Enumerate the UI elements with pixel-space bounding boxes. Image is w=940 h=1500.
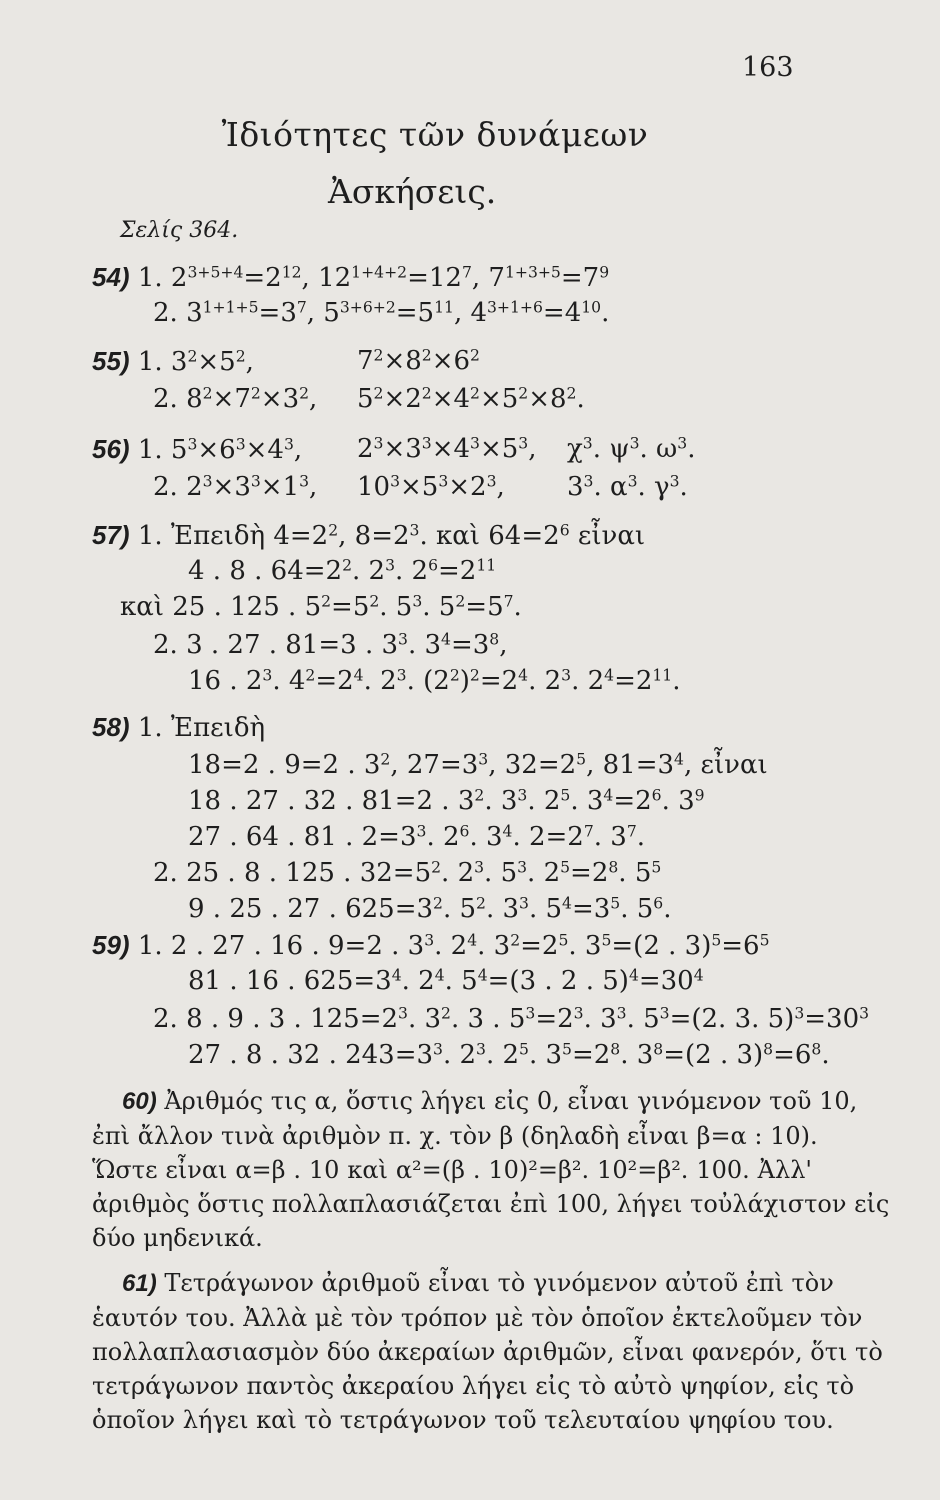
exercise-59-label: 59) [92,930,130,960]
exercise-58-line-6: 9 . 25 . 27 . $625=3^2$. $5^2$. $3^3$. $5^4=3^5$. $5^6$. [188,894,672,924]
paragraph-line: πολλαπλασιασμὸν δύο ἀκεραίων ἀριθμῶν, εἶναι φανερόν, ὅτι τὸ [92,1338,883,1366]
exercise-58-line-4: 27 . 64 . 81 . $2=3^3$. $2^6$. $3^4$. $2=2^7$. $3^7$. [188,822,646,852]
expression: $3^2\times 5^2$, [170,347,254,377]
page-number: 163 [742,52,794,83]
equation: 1. Ἐπειδὴ [137,713,266,743]
exercise-58-line-1 [92,712,265,743]
paragraph-line: Ὥστε εἶναι α=β . 10 καὶ α²=(β . 10)²=β². 10²=β². 100. Ἀλλ' [92,1156,812,1184]
expression: $2^3\times 3^3\times 4^3\times 5^3$, [357,434,537,464]
section-subtitle: Ἀσκήσεις. [328,172,497,211]
expression: $7^2\times 8^2\times 6^2$ [357,346,480,376]
expression: $5^2\times 2^2\times 4^2\times 5^2\times 8^2$. [357,384,585,414]
exercise-56-label: 56) [92,434,130,464]
section-title: Ἰδιότητες τῶν δυνάμεων [221,115,649,154]
exercise-55-line-1 [92,346,692,377]
paragraph-line: δύο μηδενικά. [92,1224,263,1252]
expression: $2^3\times 3^3\times 1^3$, [186,472,318,502]
exercise-61-paragraph [92,1266,883,1437]
exercise-58-label: 58) [92,712,130,742]
exercise-57-line-1 [92,520,645,551]
expression: $\chi^3$. $\psi^3$. $\omega^3$. [567,434,696,464]
paragraph-line: ἀριθμὸς ὅστις πολλαπλασιάζεται ἐπὶ 100, λήγει τοὐλάχιστον εἰς [92,1190,890,1218]
exercise-57-line-2: 4 . 8 . $64=2^2$. $2^3$. $2^6=2^{11}$ [188,556,497,586]
exercise-54-label: 54) [92,262,130,292]
paragraph-line: ὁποῖον λήγει καὶ τὸ τετράγωνον τοῦ τελευταίου ψηφίου του. [92,1406,834,1434]
paragraph-line: ἐπὶ ἄλλον τινὰ ἀριθμὸν π. χ. τὸν β (δηλαδὴ εἶναι β=α : 10). [92,1122,818,1150]
exercise-59-line-1 [92,930,770,961]
exercise-60-paragraph [92,1084,890,1255]
exercise-56-line-2 [153,472,803,502]
exercise-54-line-2 [153,298,609,328]
exercise-59-line-4: 27 . 8 . 32 . $243=3^3$. $2^3$. $2^5$. $3^5=2^8$. $3^8=(2$ . $3)^8=6^8$. [188,1040,830,1070]
exercise-57-line-3: καὶ 25 . 125 . $5^2=5^2$. $5^3$. $5^2=5^7$. [120,592,522,622]
exercise-60-label: 60) [122,1088,157,1115]
exercise-58-line-5: 2. 25 . 8 . 125 . $32=5^2$. $2^3$. $5^3$. $2^5=2^8$. $5^5$ [153,858,662,888]
exercise-61-label: 61) [122,1270,157,1297]
page-reference: Σελίς 364. [120,218,239,243]
paragraph-line: ἑαυτόν του. Ἀλλὰ μὲ τὸν τρόπον μὲ τὸν ὁποῖον ἐκτελοῦμεν τὸν [92,1304,863,1332]
exercise-55-label: 55) [92,346,130,376]
equation: $2^{3+5+4}=2^{12}$, $12^{1+4+2}=12^7$, $7^{1+3+5}=7^9$ [170,263,610,293]
item-number: 2. [153,472,178,502]
expression: $8^2\times 7^2\times 3^2$, [186,384,318,414]
exercise-59-line-2: 81 . 16 . $625=3^4$. $2^4$. $5^4=(3$ . 2 . $5)^4=30^4$ [188,966,704,996]
item-number: 2. [153,298,178,328]
exercise-56-line-1 [92,434,742,465]
equation: 1. Ἐπειδὴ $4=2^2$, $8=2^3$. καὶ $64=2^6$ εἶναι [137,521,646,551]
exercise-59-line-3: 2. 8 . 9 . 3 . $125=2^3$. $3^2$. 3 . $5^3=2^3$. $3^3$. $5^3=(2$. 3. $5)^3=30^3$ [153,1004,870,1034]
paragraph-line: 60) Ἀριθμός τις α, ὅστις λήγει εἰς 0, εἶναι γινόμενον τοῦ 10, [122,1087,858,1115]
item-number: 2. [153,384,178,414]
paragraph-line: 61) Τετράγωνον ἀριθμοῦ εἶναι τὸ γινόμενον αὐτοῦ ἐπὶ τὸν [122,1269,834,1297]
exercise-57-line-4: 2. 3 . 27 . 81=3 . $3^3$. $3^4=3^8$, [153,630,508,660]
paragraph-line: τετράγωνον παντὸς ἀκεραίου λήγει εἰς τὸ αὐτὸ ψηφίον, εἰς τὸ [92,1372,855,1400]
equation: 1. 2 . 27 . 16 . 9=2 . $3^3$. $2^4$. $3^2=2^5$. $3^5=(2$ . $3)^5=6^5$ [137,931,770,961]
equation: $3^{1+1+5}=3^7$, $5^{3+6+2}=5^{11}$, $4^{3+1+6}=4^{10}$. [186,298,610,328]
item-number: 1. [137,263,163,293]
exercise-58-line-3: 18 . 27 . 32 . 81=2 . $3^2$. $3^3$. $2^5$. $3^4=2^6$. $3^9$ [188,786,705,816]
exercise-57-line-5: 16 . $2^3$. $4^2=2^4$. $2^3$. $(2^2)^2=2^4$. $2^3$. $2^4=2^{11}$. [188,666,681,696]
expression: $3^3$. $\alpha^3$. $\gamma^3$. [567,472,688,502]
exercise-58-line-2: 18=2 . 9=2 . $3^2$, $27=3^3$, $32=2^5$, $81=3^4$, εἶναι [188,750,768,780]
expression: $5^3\times 6^3\times 4^3$, [170,435,303,465]
exercise-55-line-2 [153,384,753,414]
expression: $10^3\times 5^3\times 2^3$, [357,472,505,502]
exercise-54-line-1 [92,262,609,293]
exercise-57-label: 57) [92,520,130,550]
item-number: 1. [137,435,163,465]
item-number: 1. [137,347,163,377]
